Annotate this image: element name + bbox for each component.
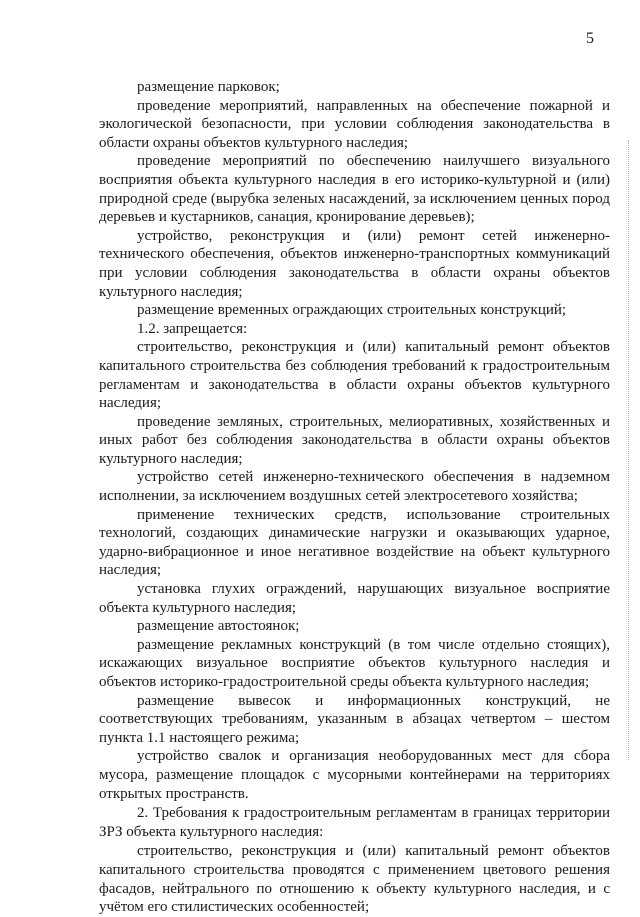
page-number: 5 bbox=[586, 30, 594, 47]
paragraph: размещение вывесок и информационных конструкций, не соответствующих требованиям, указанным в абзацах четвертом – шестом пункта 1.1 настоящего режима; bbox=[99, 692, 610, 746]
paragraph: строительство, реконструкция и (или) капитальный ремонт объектов капитального строительства без соблюдения требований к градостроительным регламентам и законодательства в области охраны объектов культурного наследия; bbox=[99, 339, 610, 412]
paragraph: размещение автостоянок; bbox=[137, 618, 300, 635]
scan-edge-dots bbox=[628, 140, 631, 760]
paragraph: 1.2. запрещается: bbox=[137, 320, 248, 337]
paragraph: размещение временных ограждающих строительных конструкций; bbox=[137, 302, 567, 319]
paragraph: 2. Требования к градостроительным регламентам в границах территории ЗРЗ объекта культурного наследия: bbox=[99, 805, 610, 840]
paragraph: применение технических средств, использование строительных технологий, создающих динамические нагрузки и оказывающих ударное, ударно-вибрационное и иное негативное воздействие на объект культурного наследия; bbox=[99, 506, 610, 579]
paragraph: устройство, реконструкция и (или) ремонт сетей инженерно-технического обеспечения, объектов инженерно-транспортных коммуникаций при условии соблюдения законодательства в области охраны объектов культурного наследия; bbox=[99, 227, 610, 300]
paragraph: устройство сетей инженерно-технического обеспечения в надземном исполнении, за исключением воздушных сетей электросетевого хозяйства; bbox=[99, 469, 610, 505]
paragraph: проведение земляных, строительных, мелиоративных, хозяйственных и иных работ без соблюдения законодательства в области охраны объектов культурного наследия; bbox=[99, 413, 610, 467]
paragraph: размещение рекламных конструкций (в том числе отдельно стоящих), искажающих визуальное восприятие объектов культурного наследия и объектов историко-градостроительной среды объекта культурного наследия; bbox=[99, 636, 610, 690]
paragraph: установка глухих ограждений, нарушающих визуальное восприятие объекта культурного наследия; bbox=[99, 581, 610, 616]
paragraph: устройство свалок и организация необорудованных мест для сбора мусора, размещение площадок с мусорными контейнерами на территориях открытых пространств. bbox=[99, 748, 610, 802]
paragraph: размещение парковок; bbox=[137, 79, 280, 95]
paragraph: строительство, реконструкция и (или) капитальный ремонт объектов капитального строительства проводятся с применением цветового решения фасадов, нейтрального по отношению к объекту культурного наследия, и с учётом его стилистических особенностей; bbox=[99, 843, 610, 916]
document-body bbox=[99, 78, 610, 917]
paragraph: проведение мероприятий, направленных на обеспечение пожарной и экологической безопасности, при условии соблюдения законодательства в области охраны объектов культурного наследия; bbox=[99, 97, 610, 151]
paragraph: проведение мероприятий по обеспечению наилучшего визуального восприятия объекта культурного наследия в его историко-культурной и (или) природной среде (вырубка зеленых насаждений, за исключением ценных пород деревьев и кустарников, санация, кронирование деревьев); bbox=[99, 153, 610, 226]
